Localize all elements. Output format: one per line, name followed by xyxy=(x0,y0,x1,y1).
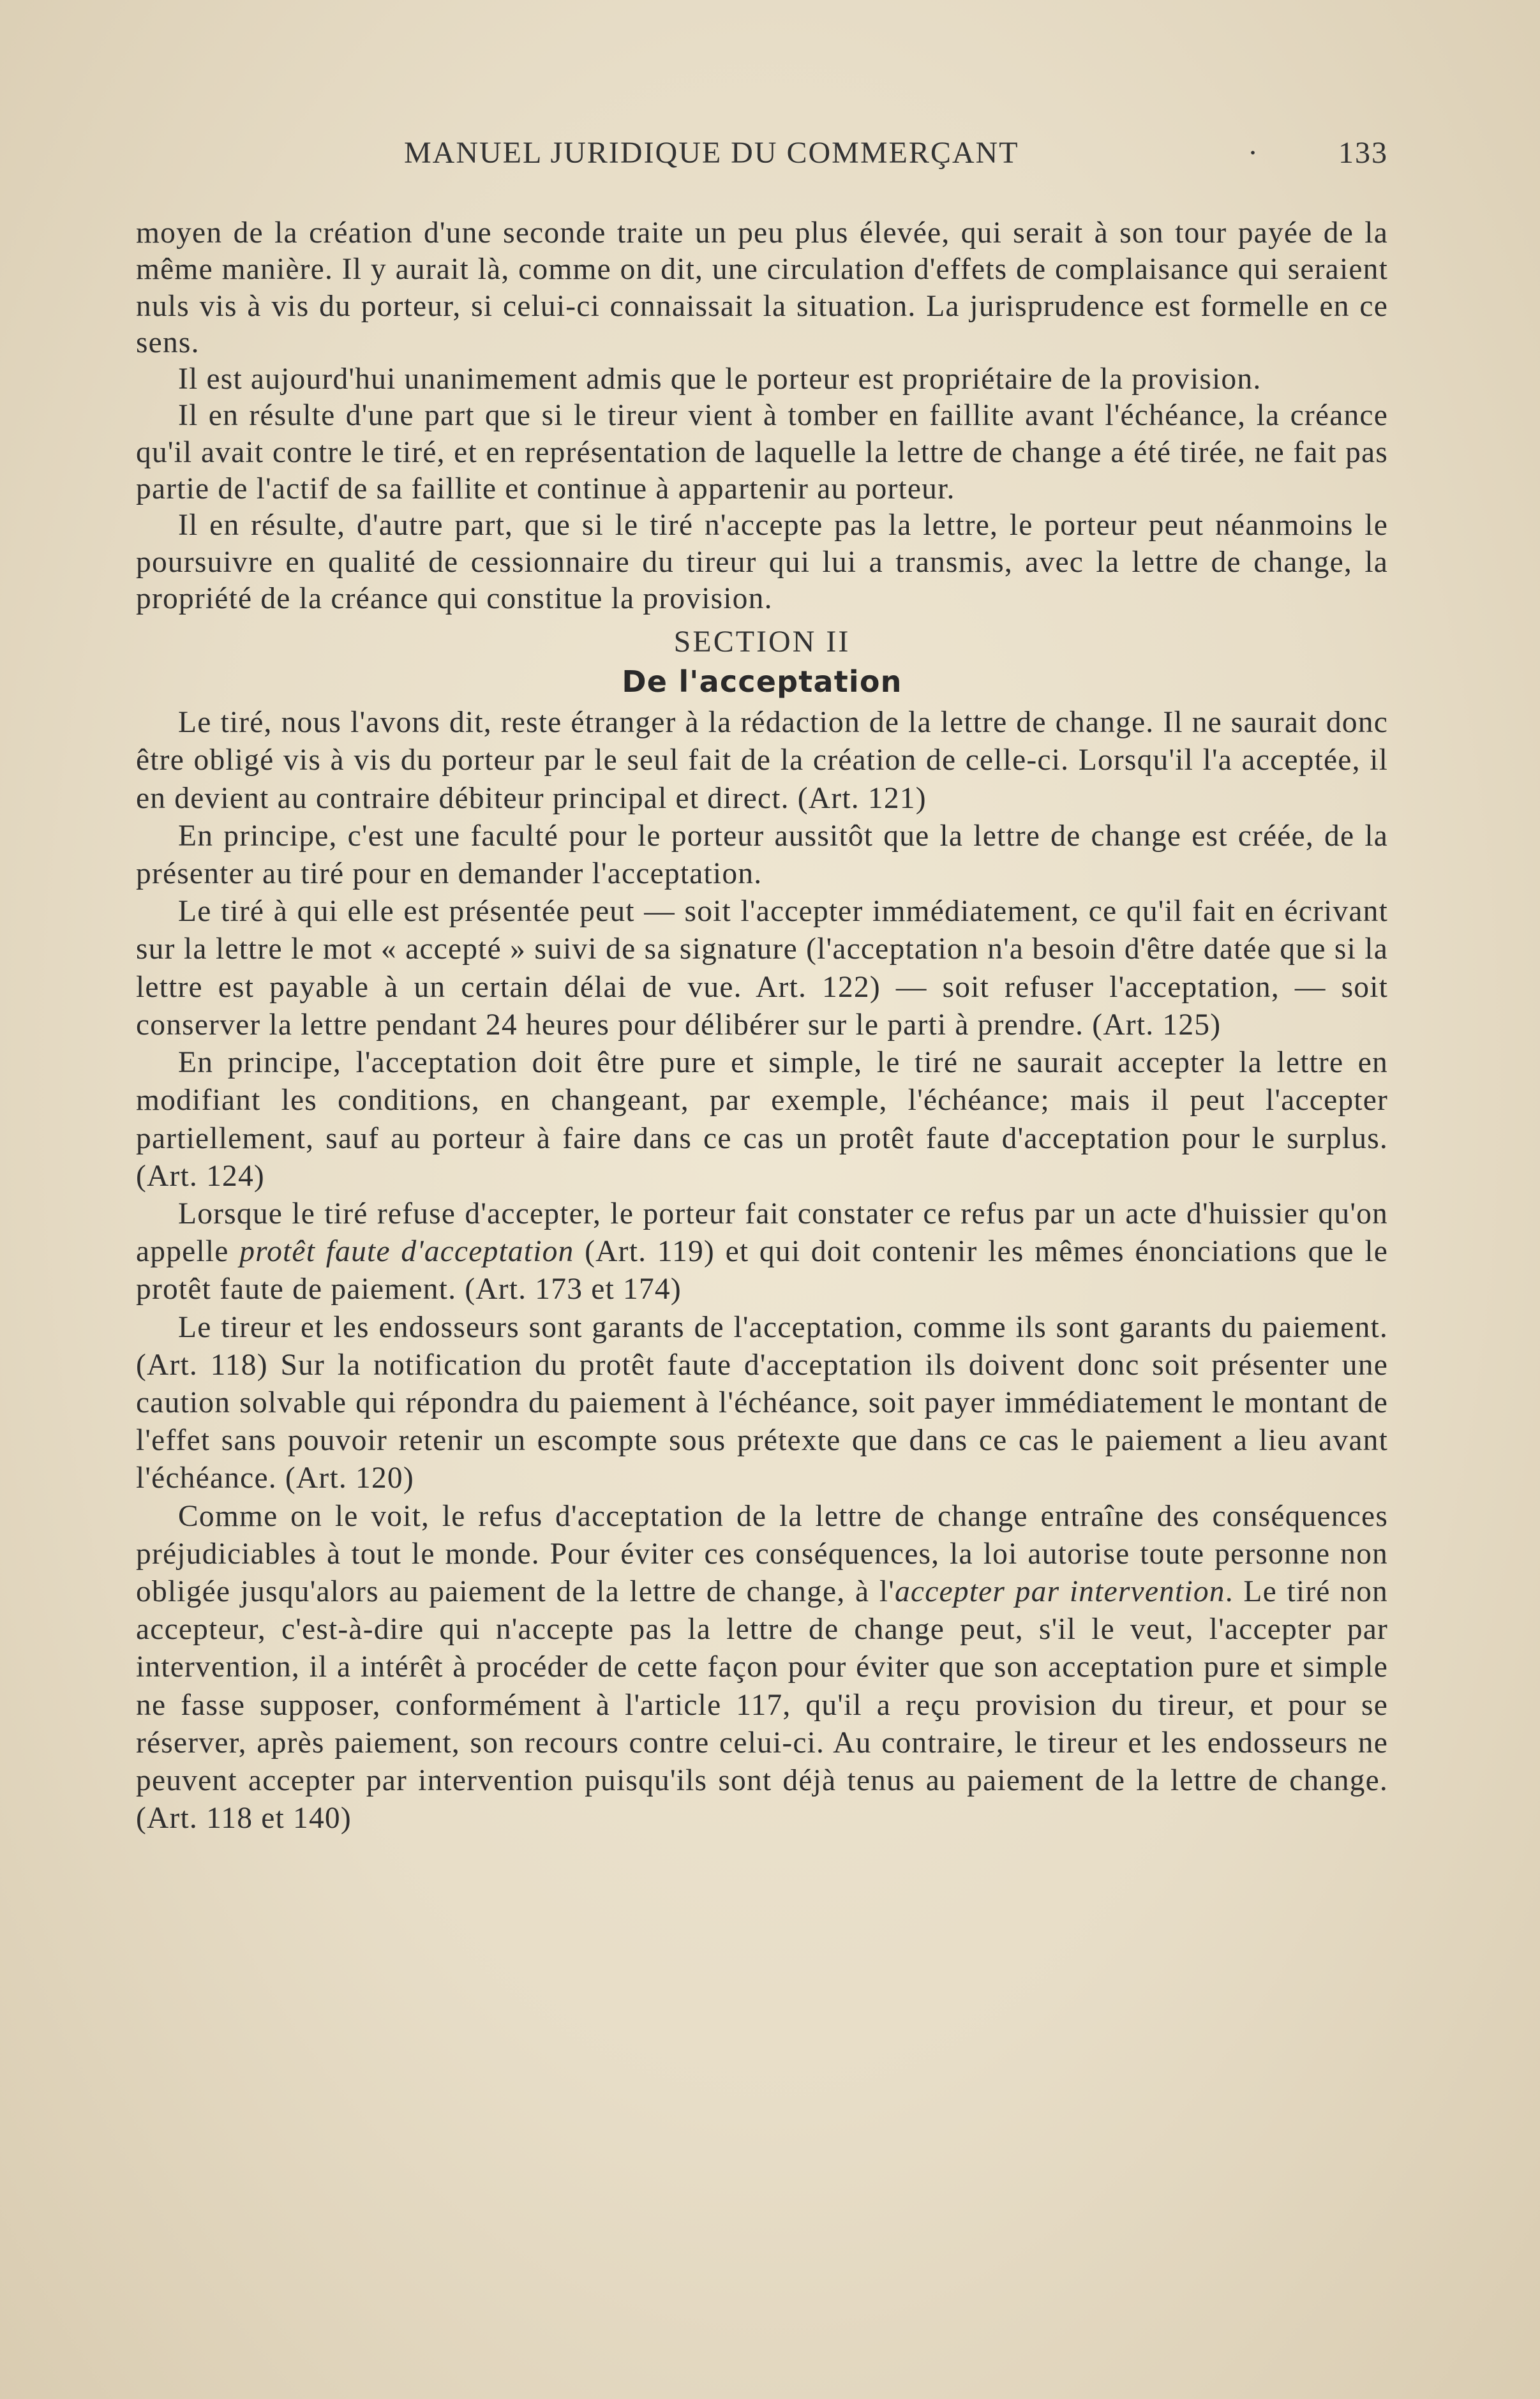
page-body xyxy=(136,215,1388,1837)
paragraph-text: (Art. 119) et qui doit contenir les mêmes énonciations que le protêt faute de paiement. (Art. 173 et 174) xyxy=(136,1235,1388,1306)
paragraph: Il en résulte d'une part que si le tireur vient à tomber en faillite avant l'échéance, la créance qu'il avait contre le tiré, et en représentation de laquelle la lettre de change a été tirée, ne fait pas partie de l'actif de sa faillite et continue à appartenir au porteur. xyxy=(136,399,1388,506)
paragraph: Il en résulte, d'autre part, que si le tiré n'accepte pas la lettre, le porteur peut néanmoins le poursuivre en qualité de cessionnaire du tireur qui lui a transmis, avec la lettre de change, la propriété de la créance qui constitue la provision. xyxy=(136,509,1388,615)
paragraph xyxy=(136,1195,1388,1309)
paragraph-continuation: moyen de la création d'une seconde traite un peu plus élevée, qui serait à son tour payée de la même manière. Il y aurait là, comme on dit, une circulation d'effets de complaisance qui seraient nuls vis à vis du porteur, si celui-ci connaissait la situation. La jurisprudence est formelle en ce sens. xyxy=(136,216,1388,359)
page-number: 133 xyxy=(1338,136,1388,170)
paragraph-text: Lorsque le tiré refuse d'accepter, le porteur fait constater ce refus par un acte d'huissier qu'on appelle xyxy=(136,1197,1388,1269)
paragraph-text: . Le tiré non accepteur, c'est-à-dire qui n'accepte pas la lettre de change peut, s'il le veut, l'accepter par intervention, il a intérêt à procéder de cette façon pour éviter que son acceptation pure et simple ne fasse supposer, conformément à l'article 117, qu'il a reçu provision du tireur, et pour se réserver, après paiement, son recours contre celui-ci. Au contraire, le tireur et les endosseurs ne peuvent accepter par intervention puisqu'ils sont déjà tenus au paiement de la lettre de change. (Art. 118 et 140) xyxy=(136,1574,1388,1835)
paragraph: En principe, l'acceptation doit être pure et simple, le tiré ne saurait accepter la lettre en modifiant les conditions, en changeant, par exemple, l'échéance; mais il peut l'accepter partiellement, sauf au porteur à faire dans ce cas un protêt faute d'acceptation pour le surplus. (Art. 124) xyxy=(136,1046,1388,1193)
section-title: De l'acceptation xyxy=(622,664,902,699)
section-content xyxy=(136,704,1388,1837)
paragraph: Le tiré à qui elle est présentée peut — soit l'accepter immédiatement, ce qu'il fait en écrivant sur la lettre le mot « accepté » suivi de sa signature (l'acceptation n'a besoin d'être datée que si la lettre est payable à un certain délai de vue. Art. 122) — soit refuser l'acceptation, — soit conserver la lettre pendant 24 heures pour délibérer sur le parti à prendre. (Art. 125) xyxy=(136,895,1388,1042)
section-number: SECTION II xyxy=(673,625,851,659)
page-header xyxy=(136,135,1388,174)
paragraph: Il est aujourd'hui unanimement admis que le porteur est propriétaire de la provision. xyxy=(178,362,1262,396)
italic-term: accepter par intervention xyxy=(894,1574,1225,1608)
running-title: MANUEL JURIDIQUE DU COMMERÇANT xyxy=(404,136,1019,170)
italic-term: protêt faute d'acceptation xyxy=(239,1235,574,1269)
paragraph: Le tireur et les endosseurs sont garants de l'acceptation, comme ils sont garants du paiement. (Art. 118) Sur la notification du protêt faute d'acceptation ils doivent donc soit présenter une caution solvable qui répondra du paiement à l'échéance, soit payer immédiatement le montant de l'effet sans pouvoir retenir un escompte sous prétexte que dans ce cas le paiement a lieu avant l'échéance. (Art. 120) xyxy=(136,1310,1388,1495)
paragraph: En principe, c'est une faculté pour le porteur aussitôt que la lettre de change est créée, de la présenter au tiré pour en demander l'acceptation. xyxy=(136,819,1388,891)
paragraph xyxy=(136,1498,1388,1838)
header-separator: · xyxy=(1248,136,1259,170)
paragraph: Le tiré, nous l'avons dit, reste étranger à la rédaction de la lettre de change. Il ne saurait donc être obligé vis à vis du porteur par le seul fait de la création de celle-ci. Lorsqu'il l'a acceptée, il en devient au contraire débiteur principal et direct. (Art. 121) xyxy=(136,706,1388,815)
paragraph-text: Comme on le voit, le refus d'acceptation de la lettre de change entraîne des conséquences préjudiciables à tout le monde. Pour éviter ces conséquences, la loi autorise toute personne non obligée jusqu'alors au paiement de la lettre de change, à l' xyxy=(136,1499,1388,1608)
